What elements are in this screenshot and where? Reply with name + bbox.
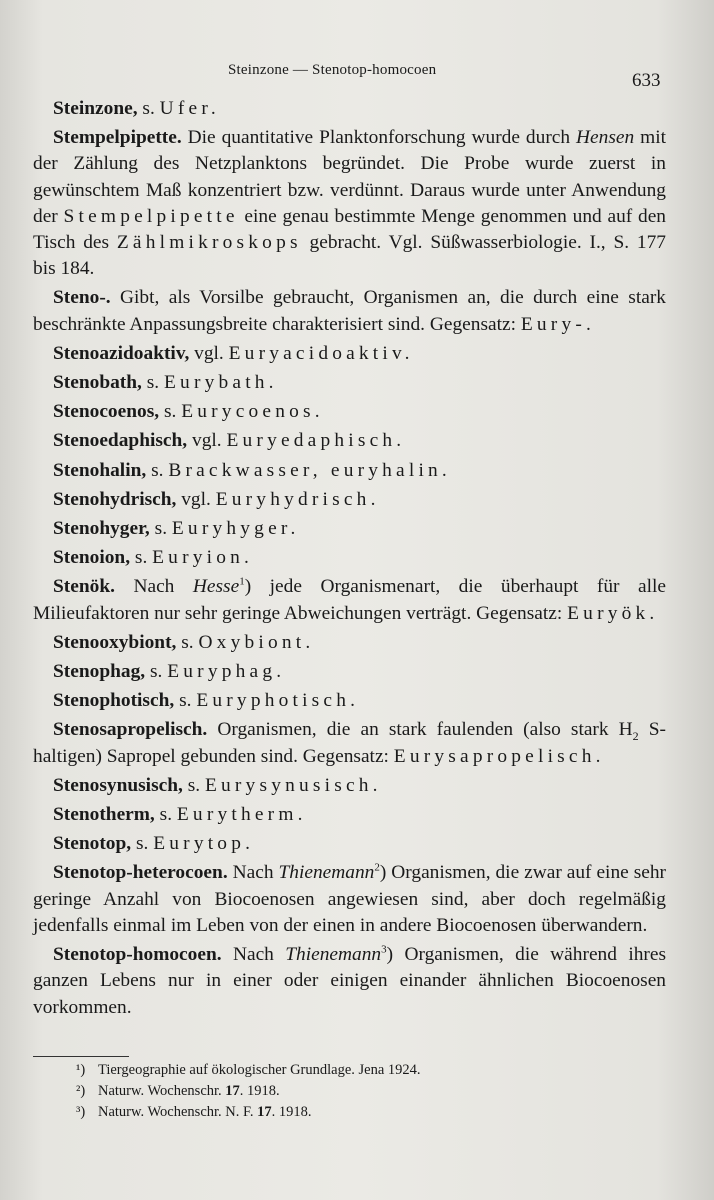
entry-text: s. xyxy=(159,401,182,423)
entry-stenosynusisch xyxy=(33,773,666,799)
entry-stenohyger xyxy=(33,516,666,542)
spaced-term: Eurysapropelisch. xyxy=(393,745,605,767)
entry-text: ) Organismen, die zwar auf eine sehr geringe Anzahl von Biocoenosen angewiesen sind, aber doch regelmäßig jedenfalls einmal im Leben von der einen in andere Biocoenosen überwandern. xyxy=(33,862,666,936)
cross-reference: Euryedaphisch. xyxy=(226,430,406,452)
headword: Stenohyger, xyxy=(53,518,150,540)
entry-steno xyxy=(33,285,666,337)
footnote-text: Tiergeographie auf ökologischer Grundlage. Jena 1924. xyxy=(98,1062,421,1078)
cross-reference: Eurytop. xyxy=(153,833,255,855)
entry-stenoek xyxy=(33,574,666,626)
entry-stenohalin xyxy=(33,458,666,484)
headword: Stenobath, xyxy=(53,372,142,394)
entry-stenosapropelisch xyxy=(33,717,666,769)
headword: Stenooxybiont, xyxy=(53,631,177,653)
cross-reference: Eurysynusisch. xyxy=(204,774,382,796)
entry-text: eine genau bestimmte Menge genommen und auf den Tisch des xyxy=(33,205,666,254)
footnote-mark: 1 xyxy=(239,575,245,588)
volume-number: 17 xyxy=(257,1104,272,1120)
headword: Stenök. xyxy=(53,576,115,598)
entry-stenobath xyxy=(33,370,666,396)
headword: Stenosynusisch, xyxy=(53,774,183,796)
cross-reference: Ufer. xyxy=(159,98,220,119)
entry-stenotop xyxy=(33,831,666,857)
footnote-2 xyxy=(76,1081,636,1102)
entry-stenophotisch xyxy=(33,688,666,714)
headword: Stenotop-homocoen. xyxy=(53,944,222,966)
running-head: Steinzone — Stenotop-homocoen xyxy=(228,62,437,78)
footnotes xyxy=(76,1060,636,1123)
headword: Stenohalin, xyxy=(53,459,147,481)
entry-text: Nach xyxy=(221,944,286,966)
page-number: 633 xyxy=(632,70,661,91)
volume-number: 17 xyxy=(225,1083,240,1099)
headword: Stenotop-heterocoen. xyxy=(53,862,228,884)
footnote-text: Naturw. Wochenschr. N. F. xyxy=(98,1104,258,1120)
entry-text: gebracht. Vgl. Süßwasserbiologie. I., S. 177 bis 184. xyxy=(33,232,666,280)
cross-reference: Euryphotisch. xyxy=(196,690,360,712)
entry-stenoion xyxy=(33,545,666,571)
cross-reference: Euryphag. xyxy=(167,661,286,683)
headword: Stenotop, xyxy=(53,833,132,855)
cross-reference: Euryacidoaktiv. xyxy=(228,342,414,364)
entry-text: s. xyxy=(154,804,177,826)
cross-reference: Oxybiont. xyxy=(198,631,315,653)
entry-text: s. xyxy=(145,661,168,683)
page-header xyxy=(0,58,714,91)
author-name: Hesse xyxy=(192,576,240,598)
entry-text: Die quantitative Planktonforschung wurde durch xyxy=(181,127,577,149)
dictionary-body xyxy=(33,96,666,1024)
entry-stenoazidoaktiv xyxy=(33,341,666,367)
cross-reference: Euryion. xyxy=(152,547,254,569)
entry-text: S-haltigen) Sapropel gebunden sind. Gegensatz: xyxy=(33,719,666,767)
entry-text: mit der Zählung des Netzplanktons begründet. Die Probe wurde zuerst in gewünschtem Maß konzentriert bzw. verdünnt. Daraus wurde unter Anwendung der xyxy=(33,127,666,227)
entry-text: s. xyxy=(182,774,205,796)
headword: Stenocoenos, xyxy=(53,401,160,423)
spaced-term: Eury-. xyxy=(520,313,596,335)
cross-reference: Euryhyger. xyxy=(171,518,300,540)
entry-stenooxybiont xyxy=(33,630,666,656)
entry-text: s. xyxy=(130,547,153,569)
headword: Steinzone, xyxy=(53,98,138,119)
footnote-marker: ²) xyxy=(76,1083,86,1099)
entry-text: vgl. xyxy=(187,430,227,452)
footnote-1 xyxy=(76,1060,636,1081)
entry-text: Organismen, die an stark faulenden (also stark H xyxy=(207,719,633,741)
footnote-rule xyxy=(33,1056,129,1057)
cross-reference: Eurybath. xyxy=(164,372,278,394)
headword: Steno-. xyxy=(53,287,111,309)
headword: Stenoion, xyxy=(53,547,131,569)
headword: Stenoazidoaktiv, xyxy=(53,342,190,364)
cross-reference: Euryhydrisch. xyxy=(215,488,380,510)
entry-text: Gibt, als Vorsilbe gebraucht, Organismen an, die durch eine stark beschränkte Anpassungsbreite charakterisiert sind. Gegensatz: xyxy=(33,287,666,335)
author-name: Thienemann xyxy=(278,862,375,884)
entry-text: Nach xyxy=(227,862,279,884)
entry-stenoedaphisch xyxy=(33,428,666,454)
author-name: Thienemann xyxy=(285,944,382,966)
headword: Stenoedaphisch, xyxy=(53,430,188,452)
entry-text: vgl. xyxy=(176,488,216,510)
entry-stenotherm xyxy=(33,802,666,828)
headword: Stenotherm, xyxy=(53,804,155,826)
headword: Stenophag, xyxy=(53,661,146,683)
entry-steinzone xyxy=(33,96,666,122)
footnote-tail: . 1918. xyxy=(239,1083,280,1099)
entry-text: s. xyxy=(174,690,197,712)
footnote-marker: ¹) xyxy=(76,1062,86,1078)
footnote-mark: 3 xyxy=(381,943,387,956)
author-name: Hensen xyxy=(576,127,635,149)
subscript: 2 xyxy=(632,729,639,744)
entry-stempelpipette xyxy=(33,125,666,282)
entry-stenocoenos xyxy=(33,399,666,425)
entry-text: s. xyxy=(146,459,169,481)
cross-reference: Eurycoenos. xyxy=(181,401,324,423)
entry-text: s. xyxy=(149,518,172,540)
headword: Stempelpipette. xyxy=(53,127,182,149)
entry-text: s. xyxy=(141,372,164,394)
entry-text: vgl. xyxy=(189,342,229,364)
entry-text: ) jede Organismenart, die überhaupt für alle Milieufaktoren nur sehr geringe Abweichungen verträgt. Gegensatz: xyxy=(33,576,667,624)
footnote-3 xyxy=(76,1102,636,1123)
headword: Stenosapropelisch. xyxy=(53,719,208,741)
entry-stenotop-homocoen xyxy=(33,942,666,1021)
footnote-tail: . 1918. xyxy=(271,1104,312,1120)
entry-text: ) Organismen, die während ihres ganzen Lebens nur in einer oder einigen einander ähnlichen Biocoenosen vorkommen. xyxy=(33,944,667,1018)
entry-stenophag xyxy=(33,659,666,685)
cross-reference: Eurytherm. xyxy=(176,804,307,826)
headword: Stenophotisch, xyxy=(53,690,175,712)
headword: Stenohydrisch, xyxy=(53,488,177,510)
footnote-text: Naturw. Wochenschr. xyxy=(98,1083,226,1099)
footnote-mark: 2 xyxy=(374,862,380,875)
footnote-marker: ³) xyxy=(76,1104,86,1120)
entry-text: Nach xyxy=(114,576,193,598)
entry-stenohydrisch xyxy=(33,487,666,513)
spaced-term: Zählmikroskops xyxy=(116,232,302,254)
entry-text: s. xyxy=(137,98,160,119)
spaced-term: Euryök. xyxy=(567,602,659,624)
spaced-term: Stempelpipette xyxy=(63,205,239,227)
entry-stenotop-heterocoen xyxy=(33,860,666,939)
cross-reference: Brackwasser, euryhalin. xyxy=(168,459,451,481)
entry-text: s. xyxy=(176,631,199,653)
entry-text: s. xyxy=(131,833,154,855)
